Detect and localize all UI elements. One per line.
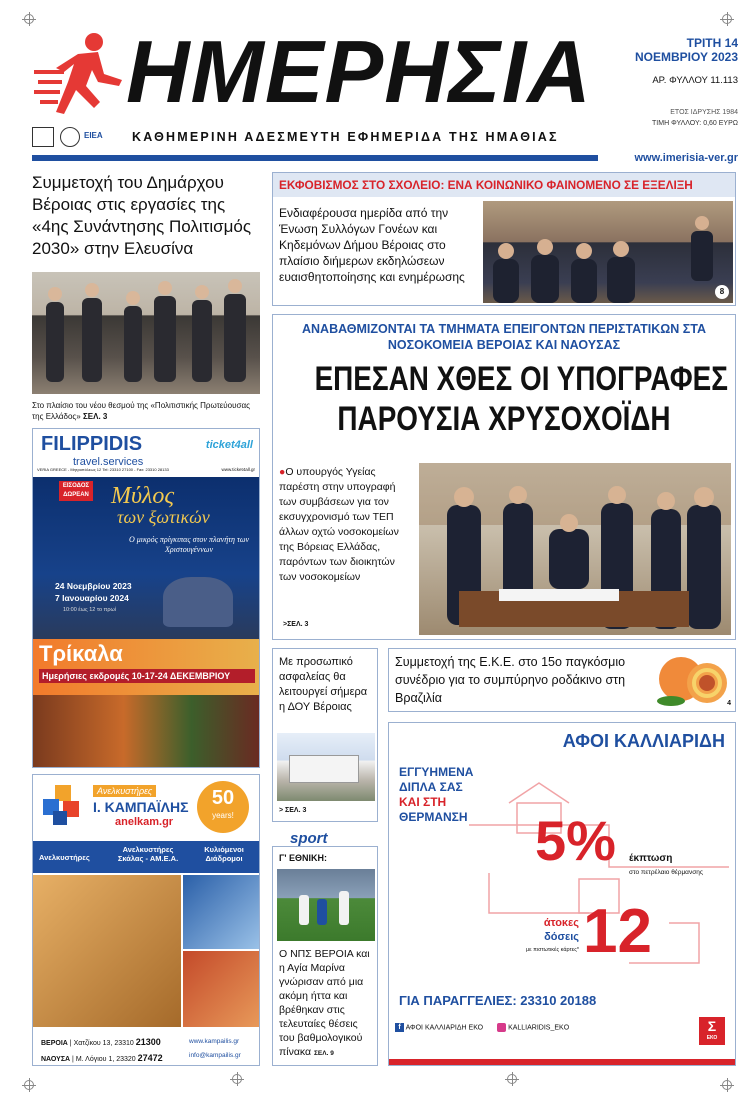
kampailis-addresses: ΒΕΡΟΙΑ | Χατζίκου 13, 23310 21300 ΝΑΟΥΣΑ | Μ. Λόγιου 1, 23320 27472	[41, 1037, 163, 1063]
main-text-block: ●Ο υπουργός Υγείας παρέστη στην υπογραφή των συμβάσεων για τον εκσυγχρονισμό των ΤΕΠ άλλων οχτώ νοσοκομείων της Βόρειας Ελλάδας, παρόντων των διοικητών των νοσοκομείων	[279, 466, 399, 583]
slogan-1: ΕΓΓΥΗΜΕΝΑ	[399, 765, 474, 779]
slogan-3: ΚΑΙ ΣΤΗ	[399, 795, 447, 809]
mayor-photo	[32, 272, 260, 394]
issue-number: ΑΡ. ΦΥΛΛΟΥ 11.113	[652, 75, 738, 86]
main-headline-2[interactable]: ΠΑΡΟΥΣΙΑ ΧΡΥΣΟΧΟΪΔΗ	[337, 400, 671, 438]
free-entry-badge: ΕΙΣΟΔΟΣ ΔΩΡΕΑΝ	[59, 481, 93, 501]
doy-text[interactable]: Με προσωπικό ασφαλείας θα λειτουργεί σήμερα η ΔΟΥ Βέροιας	[279, 656, 368, 713]
story-peach	[388, 648, 736, 712]
instagram-icon	[497, 1023, 506, 1032]
registration-mark-icon	[232, 1074, 242, 1084]
event-title-1: Μύλος	[111, 483, 175, 509]
founded-year: ΕΤΟΣ ΙΔΡΥΣΗΣ 1984	[670, 109, 738, 116]
issue-price: ΤΙΜΗ ΦΥΛΛΟΥ: 0,60 ΕΥΡΩ	[652, 120, 738, 127]
social-links	[395, 1023, 569, 1032]
installments-1: άτοκες	[543, 917, 579, 929]
masthead-rule	[32, 155, 598, 161]
story-main	[272, 314, 736, 640]
ad-kampailis[interactable]	[32, 774, 260, 1066]
main-page-ref[interactable]: >ΣΕΛ. 3	[283, 621, 309, 628]
kampailis-name: Ι. ΚΑΜΠΑΪΛΗΣ	[93, 799, 189, 815]
sport-section-label: sport	[290, 830, 328, 847]
filippidis-sub: travel.services	[73, 456, 144, 468]
slogan-4: ΘΕΡΜΑΝΣΗ	[399, 810, 468, 824]
kampailis-web-2: www.kampailis.gr	[189, 1038, 240, 1045]
mayor-caption: Στο πλαίσιο του νέου θεσμού της «Πολιτιστικής Πρωτεύουσας της Ελλάδος»	[32, 401, 250, 421]
anniversary-years: 50	[211, 787, 235, 809]
addr-1-city: ΒΕΡΟΙΑ	[41, 1040, 68, 1047]
tax-office-photo	[277, 733, 375, 801]
peach-icon	[651, 651, 735, 709]
masthead	[28, 22, 740, 170]
story-mayor	[32, 172, 260, 422]
trips-city: Τρίκαλα	[39, 641, 123, 666]
installments-value: 12	[583, 897, 652, 966]
kampailis-contacts	[189, 1035, 241, 1063]
anniversary-badge	[197, 781, 249, 833]
badge-label: ΕΙΕΑ	[84, 131, 103, 140]
registration-mark-icon	[722, 1080, 732, 1090]
event-tagline: Ο μικρός πρίγκιπας στον πλανήτη των Χριστουγέννων	[128, 535, 250, 554]
christmas-market-photo	[33, 695, 259, 767]
instagram-link[interactable]	[497, 1023, 569, 1032]
runner-logo-icon	[34, 30, 126, 122]
mayor-page-ref[interactable]: ΣΕΛ. 3	[82, 412, 108, 421]
ticket4all-logo: ticket4all	[205, 439, 253, 451]
ad-filippidis[interactable]	[32, 428, 260, 768]
main-headline-1[interactable]: ΕΠΕΣΑΝ ΧΘΕΣ ΟΙ ΥΠΟΓΡΑΦΕΣ	[314, 360, 728, 398]
addr-1: Χατζίκου 13, 23310	[73, 1040, 134, 1047]
people-silhouettes	[32, 272, 260, 394]
ship-illustration	[163, 577, 233, 627]
registration-mark-icon	[507, 1074, 517, 1084]
signing-photo	[419, 463, 731, 635]
story-sport	[272, 846, 378, 1066]
installments-note: με πιστωτικές κάρτες*	[526, 947, 579, 953]
story-headline[interactable]: Συμμετοχή του Δημάρχου Βέροιας στις εργασίες της «4ης Συνάντησης Πολιτισμός 2030» στην Ελευσίνα	[32, 173, 252, 258]
conference-photo	[483, 201, 733, 303]
discount-word: έκπτωση	[629, 853, 673, 864]
addr-2-city: ΝΑΟΥΣΑ	[41, 1056, 71, 1063]
services-bar	[33, 841, 260, 873]
addr-2: Μ. Λόγιου 1, 23320	[75, 1056, 136, 1063]
main-kicker: ΑΝΑΒΑΘΜΙΖΟΝΤΑΙ ΤΑ ΤΜΗΜΑΤΑ ΕΠΕΙΓΟΝΤΩΝ ΠΕΡΙΣΤΑΤΙΚΩΝ ΣΤΑ ΝΟΣΟΚΟΜΕΙΑ ΒΕΡΟΙΑΣ ΚΑΙ ΝΑΟΥΣΑΣ	[301, 322, 706, 352]
officials-silhouettes	[419, 463, 731, 635]
peach-text[interactable]: Συμμετοχή της Ε.Κ.Ε. στο 15ο παγκόσμιο συνέδριο για το συμπύρηνο ροδάκινο στη Βραζιλία	[395, 655, 626, 705]
filippidis-web: www.ticket4all.gr	[221, 467, 255, 472]
service-elevators: Ανελκυστήρες	[39, 853, 90, 862]
story-bullying	[272, 172, 736, 306]
service-stair-lifts: Ανελκυστήρες Σκάλας - ΑΜ.Ε.Α.	[117, 845, 179, 863]
ad-kalliaridis[interactable]	[388, 722, 736, 1066]
masthead-badges	[32, 127, 118, 149]
facebook-link[interactable]	[395, 1023, 483, 1032]
newspaper-subtitle: ΚΑΘΗΜΕΡΙΝΗ ΑΔΕΣΜΕΥΤΗ ΕΦΗΜΕΡΙΔΑ ΤΗΣ ΗΜΑΘΙΑΣ	[132, 130, 559, 144]
filippidis-brand: FILIPPIDIS	[41, 433, 143, 455]
event-title-2: των ξωτικών	[117, 507, 210, 527]
facebook-icon: f	[395, 1023, 404, 1032]
phone-2: 27472	[137, 1053, 163, 1063]
stair-lift-photo	[183, 951, 260, 1027]
phone-1: 21300	[135, 1037, 161, 1047]
event-dates-2: 7 Ιανουαρίου 2024	[55, 593, 129, 603]
doy-page-ref[interactable]: > ΣΕΛ. 3	[279, 807, 307, 814]
event-dates-1: 24 Νοεμβρίου 2023	[55, 581, 132, 591]
sport-text[interactable]: Ο ΝΠΣ ΒΕΡΟΙΑ και η Αγία Μαρίνα γνώρισαν από μια ακόμη ήττα και βρέθηκαν στις τελευταίες θέσεις του βαθμολογικού πίνακα	[279, 948, 370, 1058]
building-shape	[289, 755, 359, 783]
registration-mark-icon	[24, 1080, 34, 1090]
players-silhouettes	[277, 869, 375, 941]
slogan-2: ΔΙΠΛΑ ΣΑΣ	[399, 780, 463, 794]
sport-page-ref[interactable]: ΣΕΛ. 9	[314, 1050, 334, 1057]
instagram-label: KALLIARIDIS_EKO	[508, 1024, 570, 1032]
football-photo	[277, 869, 375, 941]
installments-2: δόσεις	[544, 931, 579, 943]
facebook-label: ΑΦΟΙ ΚΑΛΛΙΑΡΙΔΗ ΕΚΟ	[405, 1024, 484, 1032]
kalliaridis-brand: ΑΦΟΙ ΚΑΛΛΙΑΡΙΔΗ	[562, 731, 725, 751]
event-hours: 10:00 έως 12 το πρωί	[63, 607, 116, 613]
kampailis-mail: info@kampailis.gr	[189, 1052, 241, 1059]
bullying-page: 8	[715, 285, 729, 299]
elevator-photo	[33, 875, 181, 1027]
issue-day: ΤΡΙΤΗ 14	[686, 36, 738, 50]
sport-text-block	[279, 947, 375, 1061]
ad-bottom-rule	[389, 1059, 735, 1065]
service-escalators: Κυλιόμενοι Διάδρομοι	[204, 845, 244, 863]
orders-phone[interactable]: ΓΙΑ ΠΑΡΑΓΓΕΛΙΕΣ: 23310 20188	[399, 993, 597, 1008]
audience-silhouettes	[483, 201, 733, 303]
filippidis-contact: VERIA GREECE - Μητροπόλεως 12 Tel: 23310 27100 - Fax: 23310 28133	[37, 467, 169, 472]
issue-date: ΝΟΕΜΒΡΙΟΥ 2023	[634, 50, 738, 64]
discount-value: 5%	[535, 809, 616, 872]
trips-dates: Ημερήσιες εκδρομές 10-17-24 ΔΕΚΕΜΒΡΙΟΥ	[39, 669, 255, 683]
peach-page: 4	[727, 700, 731, 707]
newspaper-title: ΗΜΕΡΗΣΙΑ	[126, 22, 592, 121]
cubes-logo-icon	[41, 783, 85, 827]
kampailis-web: anelkam.gr	[115, 816, 174, 828]
bullying-text: Ενδιαφέρουσα ημερίδα από την Ένωση Συλλόγων Γονέων και Κηδεμόνων Δήμου Βέροιας στο πλαίσιο διήμερων εκδηλώσεων ευαισθητοποίησης και ενημέρωσης	[279, 206, 465, 284]
discount-note: στο πετρέλαιο θέρμανσης	[629, 869, 703, 876]
eko-logo-icon: Σ ΕΚΟ	[699, 1017, 725, 1045]
bullying-banner[interactable]: ΕΚΦΟΒΙΣΜΟΣ ΣΤΟ ΣΧΟΛΕΙΟ: ΕΝΑ ΚΟΙΝΩΝΙΚΟ ΦΑΙΝΟΜΕΝΟ ΣΕ ΕΞΕΛΙΞΗ	[273, 173, 735, 197]
kampailis-top: Ανελκυστήρες	[93, 785, 156, 797]
sport-league: Γ' ΕΘΝΙΚΗ:	[279, 853, 328, 863]
registration-mark-icon	[24, 14, 34, 24]
main-text: Ο υπουργός Υγείας παρέστη στην υπογραφή των συμβάσεων για τον εκσυγχρονισμό των ΤΕΠ άλλων οχτώ νοσοκομείων της Βόρειας Ελλάδας, παρόντων των διοικητών των νοσοκομείων	[279, 466, 399, 583]
anniversary-word: years!	[212, 811, 234, 820]
kalliaridis-slogan	[399, 765, 473, 825]
registration-mark-icon	[722, 14, 732, 24]
escalator-photo	[183, 875, 260, 949]
website-link[interactable]: www.imerisia-ver.gr	[634, 152, 738, 164]
story-doy	[272, 648, 378, 822]
eko-logo-text: ΕΚΟ	[706, 1035, 718, 1041]
